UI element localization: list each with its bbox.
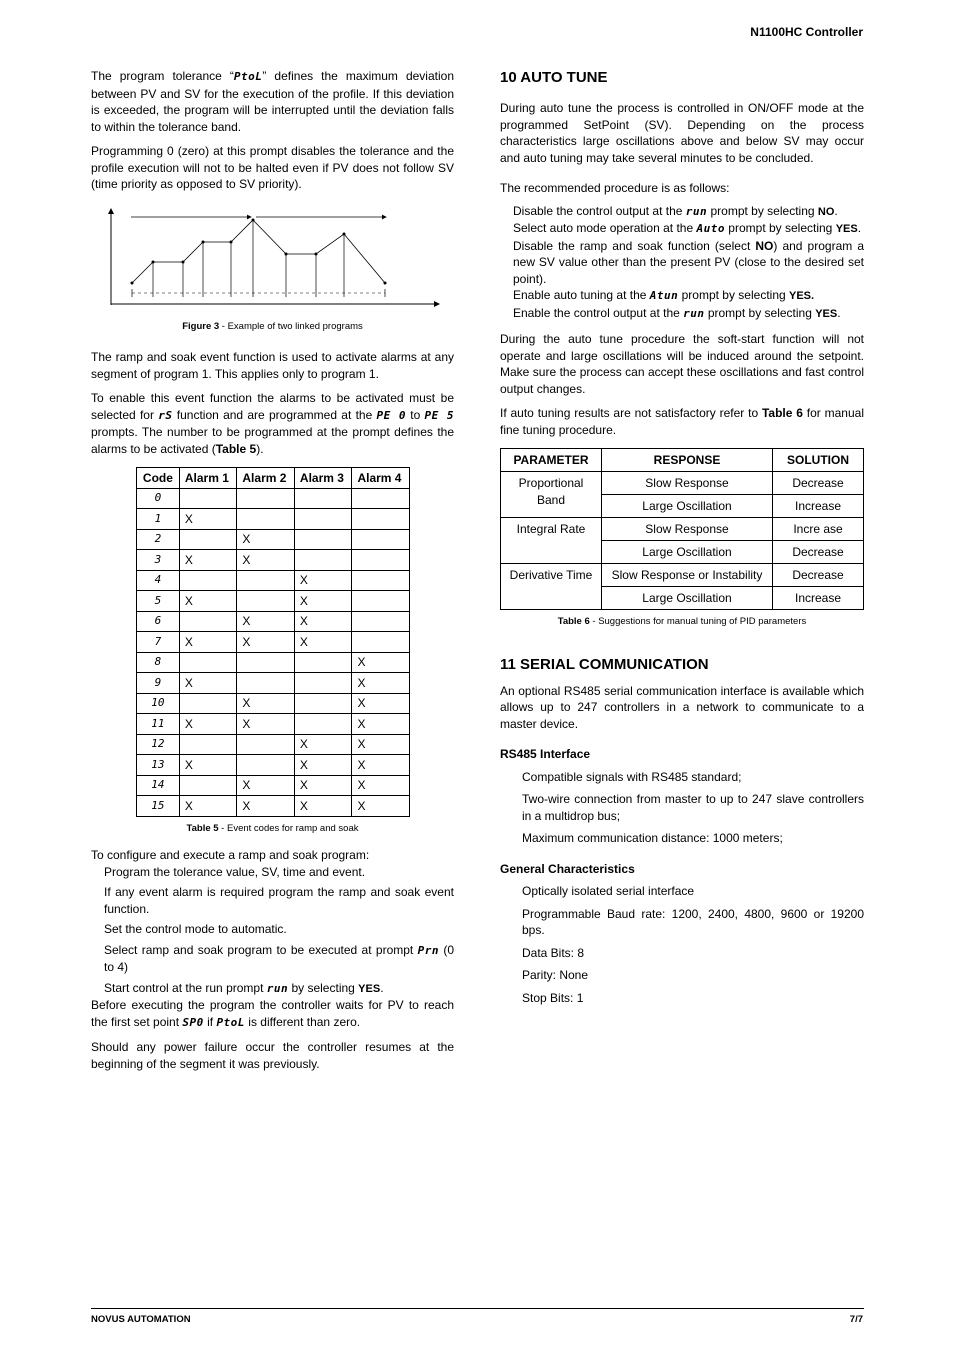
table-cell: X	[237, 611, 295, 632]
table-cell: X	[352, 796, 410, 817]
paragraph: To enable this event function the alarms to be activated must be selected for rS function and are programmed at the PE 0 to PE 5 prompts. The number to be programmed at the prompt defines the alarms to be activated (Table 5).	[91, 391, 454, 456]
ramp-soak-steps	[91, 847, 454, 997]
list-item: Start control at the run prompt run by selecting YES.	[104, 980, 384, 995]
rs485-list	[500, 769, 864, 847]
table-cell	[294, 509, 352, 530]
column-header: Code	[137, 468, 180, 489]
table-cell: 5	[137, 591, 180, 612]
table-cell	[294, 529, 352, 550]
response-cell: Large Oscillation	[602, 495, 773, 518]
list-item: If any event alarm is required program the ramp and soak event function.	[104, 885, 454, 916]
column-header: SOLUTION	[773, 449, 864, 472]
table-cell	[179, 570, 237, 591]
table-cell	[237, 755, 295, 776]
table-cell	[294, 714, 352, 735]
table-cell: X	[179, 550, 237, 571]
column-header: Alarm 3	[294, 468, 352, 489]
table-cell: X	[237, 529, 295, 550]
table-cell: X	[179, 714, 237, 735]
list-item: Disable the control output at the run prompt by selecting NO.	[513, 203, 838, 218]
table-cell	[237, 652, 295, 673]
right-column	[500, 68, 864, 1012]
table-cell	[179, 693, 237, 714]
table-cell: X	[294, 734, 352, 755]
response-cell: Slow Response	[602, 472, 773, 495]
response-cell: Large Oscillation	[602, 587, 773, 610]
table-cell	[352, 632, 410, 653]
table-cell: X	[294, 570, 352, 591]
table-cell: X	[352, 755, 410, 776]
table-cell: X	[179, 632, 237, 653]
table-cell: X	[237, 550, 295, 571]
paragraph: If auto tuning results are not satisfactory refer to Table 6 for manual fine tuning procedure.	[500, 406, 864, 437]
table-cell: 10	[137, 693, 180, 714]
table-cell: X	[179, 509, 237, 530]
section-heading-auto-tune: 10 AUTO TUNE	[500, 69, 608, 86]
table-cell: X	[352, 673, 410, 694]
table-cell: 12	[137, 734, 180, 755]
list-item: Select auto mode operation at the Auto prompt by selecting YES.	[513, 221, 862, 235]
parameter-cell: Integral Rate	[501, 518, 602, 564]
paragraph: Programming 0 (zero) at this prompt disables the tolerance and the profile execution will not to be halted even if PV does not follow SV (time priority as opposed to SV priority).	[91, 144, 454, 191]
table-cell	[352, 591, 410, 612]
table-row	[137, 550, 410, 571]
list-item: Compatible signals with RS485 standard;	[522, 769, 742, 784]
solution-cell: Decrease	[773, 472, 864, 495]
list-item: Programmable Baud rate: 1200, 2400, 4800, 9600 or 19200 bps.	[522, 906, 864, 937]
paragraph: Should any power failure occur the controller resumes at the beginning of the segment it was previously.	[91, 1040, 454, 1071]
table-row	[137, 714, 410, 735]
table-cell	[179, 529, 237, 550]
parameter-cell: Proportional Band	[501, 472, 602, 518]
footer-rule	[91, 1308, 864, 1309]
pid-tuning-table	[500, 448, 864, 610]
table-cell: 0	[137, 488, 180, 509]
table-cell: X	[294, 775, 352, 796]
table-row	[137, 632, 410, 653]
table-row	[137, 591, 410, 612]
column-header: Alarm 1	[179, 468, 237, 489]
table-cell: 2	[137, 529, 180, 550]
list-item: Stop Bits: 1	[522, 990, 584, 1005]
table-cell	[352, 509, 410, 530]
header-title: N1100HC Controller	[750, 25, 863, 39]
table-cell: X	[294, 796, 352, 817]
table-cell: 7	[137, 632, 180, 653]
list-item: Optically isolated serial interface	[522, 884, 695, 898]
solution-cell: Decrease	[773, 564, 864, 587]
list-item: Program the tolerance value, SV, time and event.	[104, 864, 366, 879]
table-row	[137, 611, 410, 632]
table-cell	[294, 693, 352, 714]
table-cell	[294, 488, 352, 509]
list-item: Maximum communication distance: 1000 meters;	[522, 831, 783, 845]
response-cell: Large Oscillation	[602, 541, 773, 564]
table-cell: 6	[137, 611, 180, 632]
table-cell: X	[294, 755, 352, 776]
paragraph: To configure and execute a ramp and soak program:	[91, 848, 370, 862]
paragraph: An optional RS485 serial communication interface is available which allows up to 247 controllers in a network to communicate to a master device.	[500, 683, 864, 731]
table-cell	[352, 529, 410, 550]
table-cell	[352, 570, 410, 591]
table-cell	[237, 734, 295, 755]
event-codes-table	[136, 467, 410, 817]
table-row	[137, 673, 410, 694]
table-row	[137, 529, 410, 550]
table-cell: X	[179, 755, 237, 776]
solution-cell: Increase	[773, 587, 864, 610]
response-cell: Slow Response	[602, 518, 773, 541]
page-number: 7/7	[849, 1314, 863, 1325]
paragraph: Before executing the program the controller waits for PV to reach the first set point SP0 if PtoL is different than zero.	[91, 998, 454, 1029]
paragraph: The program tolerance “PtoL” defines the maximum deviation between PV and SV for the execution of the profile. If this deviation is exceeded, the program will be interrupted until the deviation falls to within the tolerance band.	[91, 69, 454, 134]
table-cell: X	[294, 591, 352, 612]
table-cell	[179, 611, 237, 632]
table-cell: X	[352, 734, 410, 755]
table-row	[137, 488, 410, 509]
table-cell: X	[179, 591, 237, 612]
table-cell: 14	[137, 775, 180, 796]
table-caption: Table 5 - Event codes for ramp and soak	[186, 822, 359, 834]
profile-chart	[91, 207, 454, 315]
footer-company: NOVUS AUTOMATION	[91, 1314, 191, 1325]
table-cell	[352, 611, 410, 632]
table-cell	[237, 509, 295, 530]
table-cell	[179, 734, 237, 755]
table-cell	[237, 673, 295, 694]
table-cell	[237, 570, 295, 591]
paragraph: During auto tune the process is controlled in ON/OFF mode at the programmed SetPoint (SV). Depending on the process characteristics large oscillations above and below SV may occur and auto tuning may take several minutes to be concluded.	[500, 101, 864, 165]
table-cell: X	[352, 693, 410, 714]
solution-cell: Decrease	[773, 541, 864, 564]
table-row	[137, 796, 410, 817]
table-cell: X	[237, 714, 295, 735]
column-header: Alarm 4	[352, 468, 410, 489]
table-cell: 11	[137, 714, 180, 735]
table-cell	[179, 775, 237, 796]
solution-cell: Incre ase	[773, 518, 864, 541]
table-cell: 8	[137, 652, 180, 673]
column-header: RESPONSE	[602, 449, 773, 472]
table-cell: X	[294, 632, 352, 653]
table-row	[137, 693, 410, 714]
paragraph: The recommended procedure is as follows:	[500, 181, 730, 195]
table-cell	[294, 550, 352, 571]
subheading-general: General Characteristics	[500, 861, 635, 876]
table-cell	[352, 550, 410, 571]
table-row	[137, 734, 410, 755]
table-cell: X	[179, 796, 237, 817]
table-cell: X	[294, 611, 352, 632]
paragraph: The ramp and soak event function is used to activate alarms at any segment of program 1. This applies only to program 1.	[91, 350, 454, 381]
table-cell: X	[237, 632, 295, 653]
table-cell: 13	[137, 755, 180, 776]
table-row	[501, 472, 864, 495]
table-cell	[237, 591, 295, 612]
table-cell: 1	[137, 509, 180, 530]
left-column	[91, 68, 454, 1080]
table-cell: X	[237, 775, 295, 796]
list-item: Enable the control output at the run prompt by selecting YES.	[513, 305, 841, 320]
table-row	[501, 518, 864, 541]
table-row	[137, 570, 410, 591]
parameter-cell: Derivative Time	[501, 564, 602, 610]
table-cell	[352, 488, 410, 509]
table-cell: X	[237, 693, 295, 714]
table-cell: X	[352, 714, 410, 735]
profile-line	[132, 220, 385, 283]
table-cell: 3	[137, 550, 180, 571]
section-heading-serial: 11 SERIAL COMMUNICATION	[500, 655, 709, 673]
table-row	[137, 755, 410, 776]
profile-points	[131, 218, 387, 284]
table-cell: X	[352, 775, 410, 796]
table-row	[137, 775, 410, 796]
solution-cell: Increase	[773, 495, 864, 518]
table-cell	[294, 673, 352, 694]
list-item: Enable auto tuning at the Atun prompt by selecting YES.	[513, 288, 815, 302]
list-item: Select ramp and soak program to be executed at prompt Prn (0 to 4)	[104, 942, 454, 974]
list-item: Set the control mode to automatic.	[104, 922, 287, 936]
table-cell	[179, 488, 237, 509]
table-cell: X	[237, 796, 295, 817]
list-item: Two-wire connection from master to up to 247 slave controllers in a multidrop bus;	[522, 792, 864, 823]
segment-markers	[132, 220, 385, 297]
table-row	[137, 652, 410, 673]
column-header: Alarm 2	[237, 468, 295, 489]
subheading-rs485: RS485 Interface	[500, 747, 591, 761]
figure-linked-programs	[91, 207, 454, 315]
table-caption: Table 6 - Suggestions for manual tuning of PID parameters	[557, 616, 807, 627]
paragraph: During the auto tune procedure the soft-start function will not operate and large oscillations will be induced around the setpoint. Make sure the process can accept these oscillations and fast control output changes.	[500, 332, 864, 396]
response-cell: Slow Response or Instability	[602, 564, 773, 587]
general-list	[500, 883, 864, 1006]
auto-tune-procedure	[500, 203, 864, 323]
list-item: Parity: None	[522, 968, 589, 982]
figure-caption: Figure 3 - Example of two linked programs	[182, 320, 363, 332]
table-cell: X	[179, 673, 237, 694]
table-cell	[294, 652, 352, 673]
table-cell	[237, 488, 295, 509]
list-item: Disable the ramp and soak function (select NO) and program a new SV value other than the present PV (close to the desired set point).	[513, 238, 864, 286]
column-header: PARAMETER	[501, 449, 602, 472]
table-cell: 4	[137, 570, 180, 591]
table-row	[137, 509, 410, 530]
table-row	[501, 564, 864, 587]
table-cell	[179, 652, 237, 673]
table-cell: 15	[137, 796, 180, 817]
list-item: Data Bits: 8	[522, 945, 585, 960]
table-cell: X	[352, 652, 410, 673]
table-cell: 9	[137, 673, 180, 694]
